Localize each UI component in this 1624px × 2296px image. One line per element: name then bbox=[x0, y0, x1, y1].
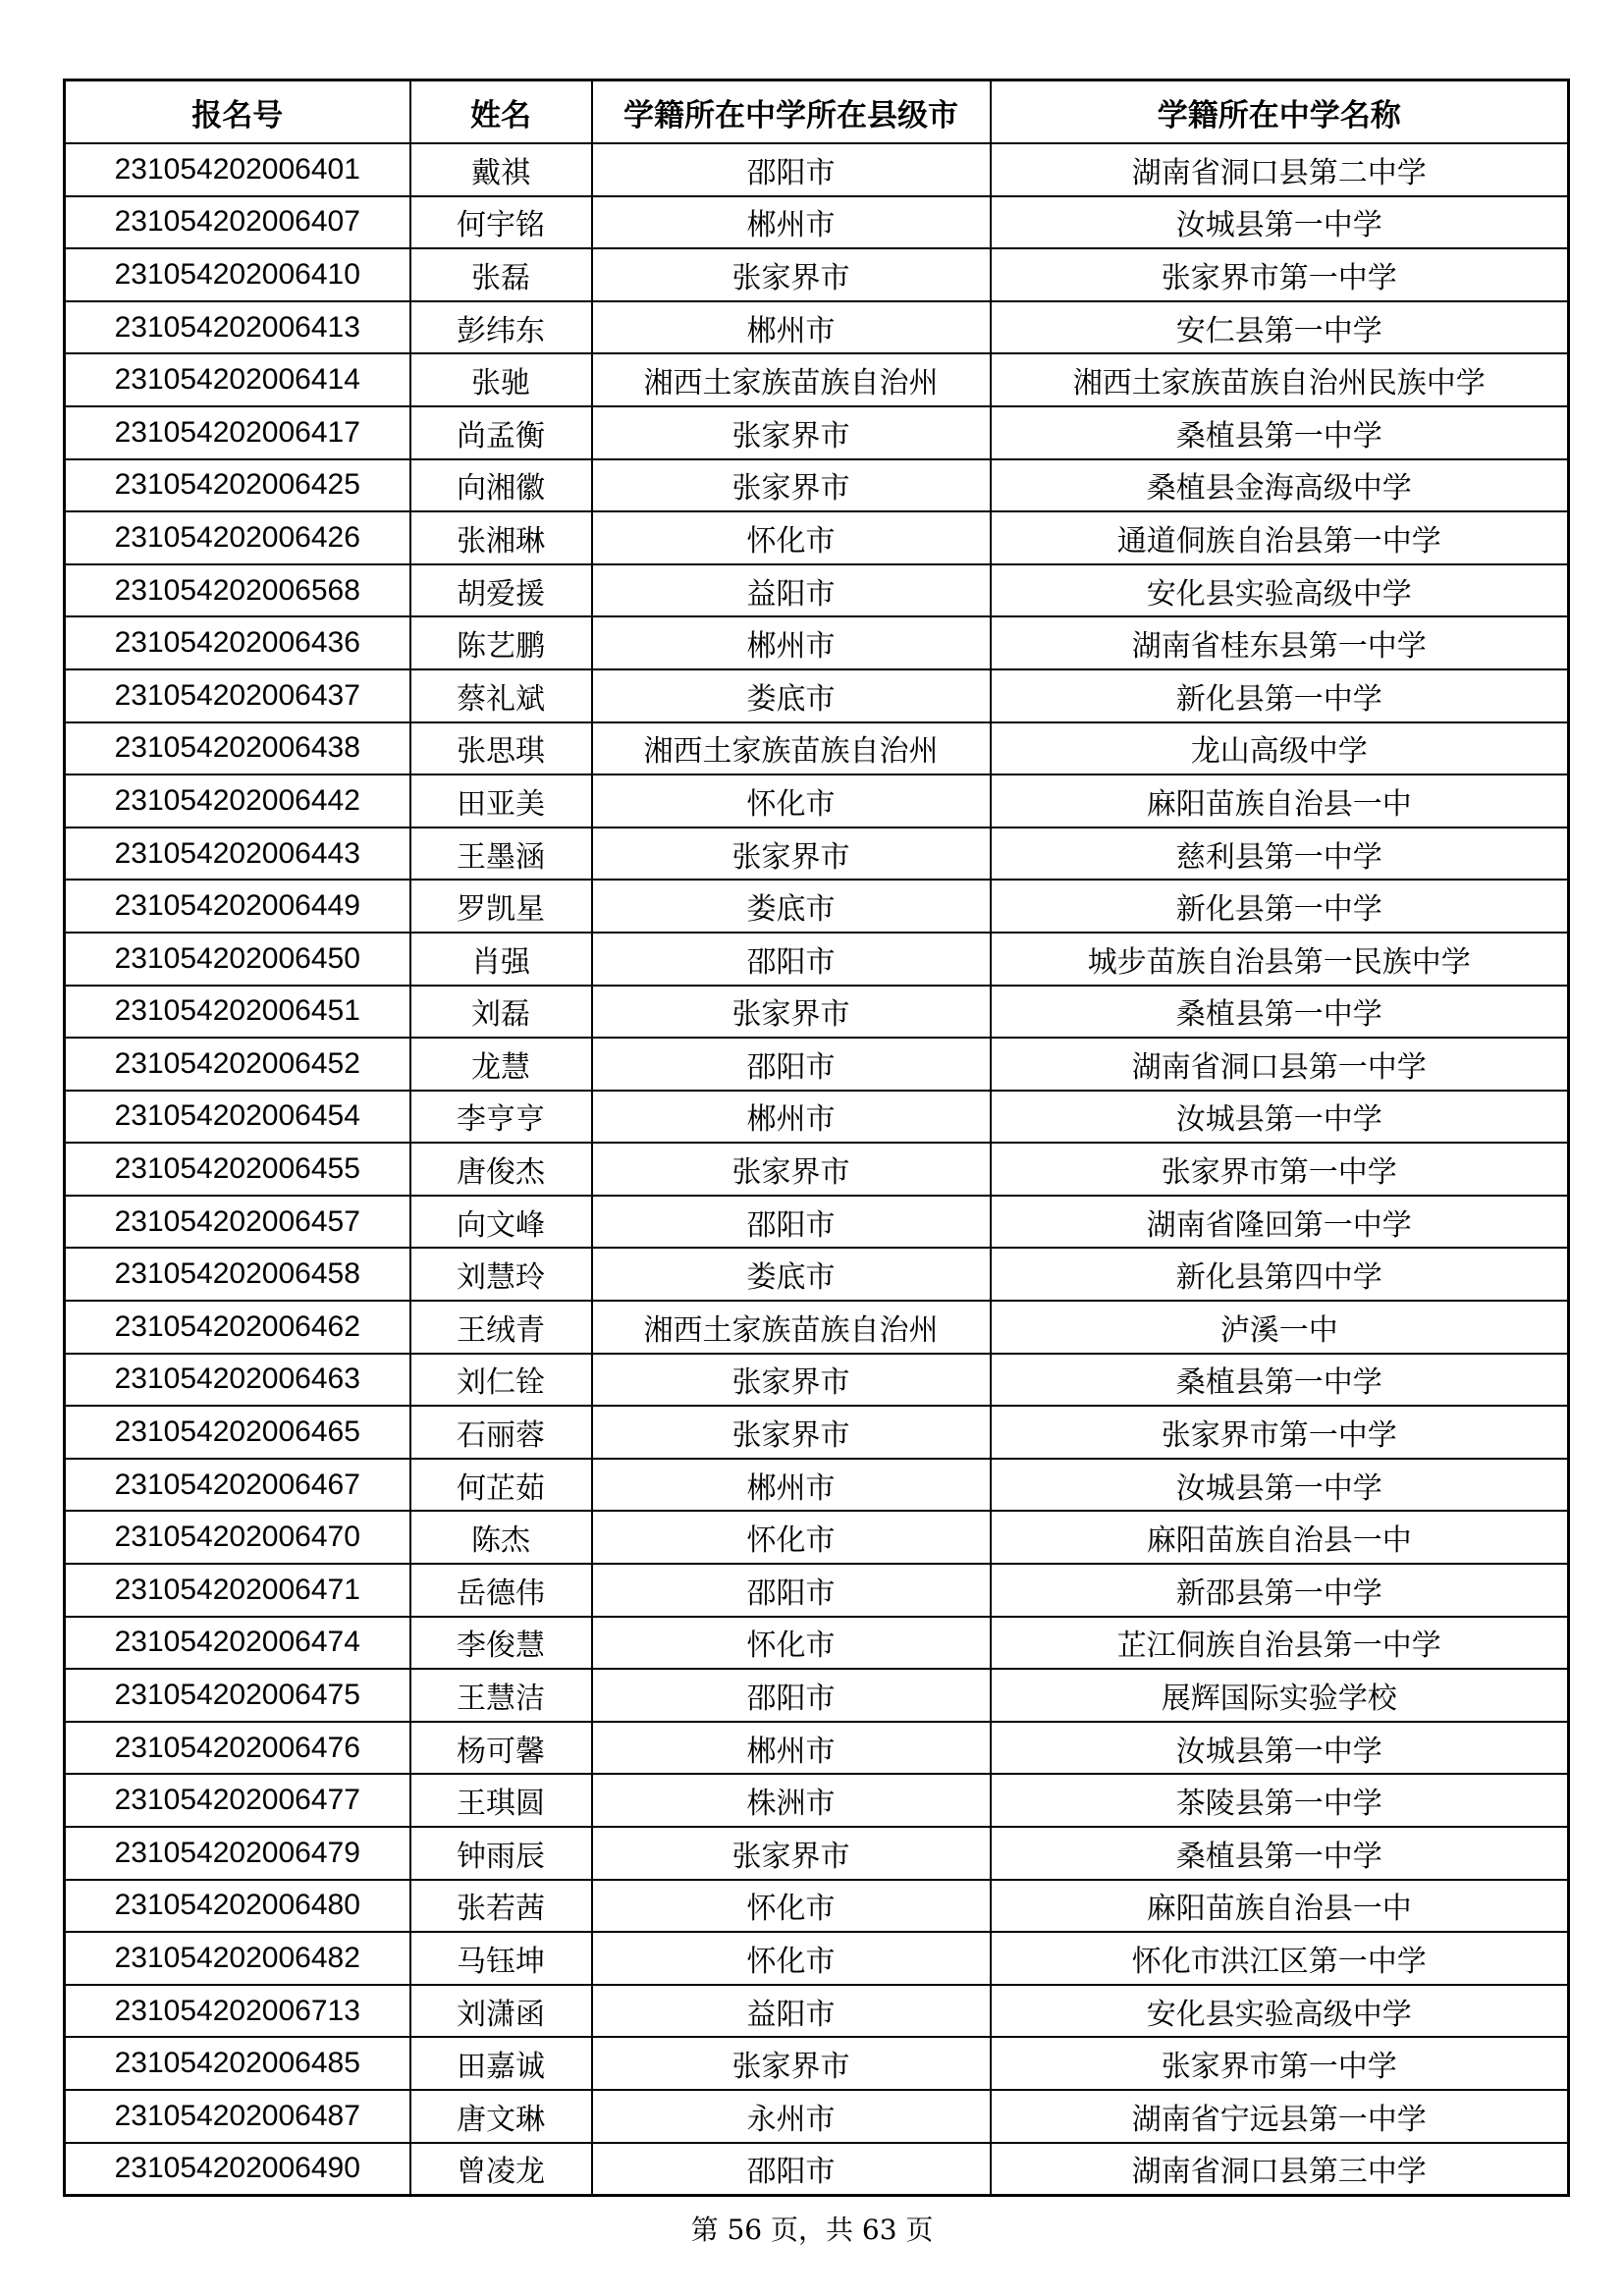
table-row bbox=[65, 986, 1569, 1039]
cell-school-city: 张家界市 bbox=[592, 828, 991, 881]
cell-name: 龙慧 bbox=[410, 1038, 592, 1091]
cell-school-city: 湘西土家族苗族自治州 bbox=[592, 353, 991, 406]
cell-name: 杨可馨 bbox=[410, 1722, 592, 1775]
cell-name: 刘潇函 bbox=[410, 1985, 592, 2038]
cell-school-city: 娄底市 bbox=[592, 880, 991, 933]
cell-registration-number: 231054202006437 bbox=[65, 669, 410, 722]
cell-registration-number: 231054202006443 bbox=[65, 828, 410, 881]
table-row bbox=[65, 1406, 1569, 1459]
cell-name: 石丽蓉 bbox=[410, 1406, 592, 1459]
cell-school-city: 怀化市 bbox=[592, 1932, 991, 1985]
table-row bbox=[65, 722, 1569, 775]
cell-registration-number: 231054202006426 bbox=[65, 511, 410, 564]
table-row bbox=[65, 459, 1569, 512]
cell-school-name: 麻阳苗族自治县一中 bbox=[991, 774, 1569, 828]
cell-school-city: 邵阳市 bbox=[592, 1196, 991, 1249]
cell-school-name: 汝城县第一中学 bbox=[991, 1722, 1569, 1775]
cell-school-city: 张家界市 bbox=[592, 1406, 991, 1459]
cell-registration-number: 231054202006467 bbox=[65, 1459, 410, 1512]
cell-school-city: 湘西土家族苗族自治州 bbox=[592, 722, 991, 775]
cell-registration-number: 231054202006452 bbox=[65, 1038, 410, 1091]
table-row bbox=[65, 564, 1569, 617]
cell-school-name: 湖南省隆回第一中学 bbox=[991, 1196, 1569, 1249]
cell-school-name: 龙山高级中学 bbox=[991, 722, 1569, 775]
cell-school-city: 张家界市 bbox=[592, 459, 991, 512]
cell-name: 张湘琳 bbox=[410, 511, 592, 564]
table-row bbox=[65, 511, 1569, 564]
cell-name: 刘仁铨 bbox=[410, 1354, 592, 1407]
cell-school-name: 安化县实验高级中学 bbox=[991, 564, 1569, 617]
cell-name: 蔡礼斌 bbox=[410, 669, 592, 722]
header-school-city: 学籍所在中学所在县级市 bbox=[592, 80, 991, 144]
cell-school-city: 娄底市 bbox=[592, 669, 991, 722]
cell-name: 李俊慧 bbox=[410, 1617, 592, 1670]
cell-name: 罗凯星 bbox=[410, 880, 592, 933]
header-registration-number: 报名号 bbox=[65, 80, 410, 144]
cell-registration-number: 231054202006401 bbox=[65, 143, 410, 196]
cell-school-city: 怀化市 bbox=[592, 1617, 991, 1670]
cell-registration-number: 231054202006407 bbox=[65, 196, 410, 249]
cell-registration-number: 231054202006476 bbox=[65, 1722, 410, 1775]
table-row bbox=[65, 196, 1569, 249]
cell-registration-number: 231054202006487 bbox=[65, 2090, 410, 2143]
table-row bbox=[65, 1617, 1569, 1670]
cell-school-city: 张家界市 bbox=[592, 2037, 991, 2090]
table-row bbox=[65, 1301, 1569, 1354]
table-row bbox=[65, 353, 1569, 406]
cell-school-name: 张家界市第一中学 bbox=[991, 2037, 1569, 2090]
table-row bbox=[65, 933, 1569, 986]
admission-list-table bbox=[63, 79, 1570, 2197]
table-row bbox=[65, 301, 1569, 354]
table-row bbox=[65, 1091, 1569, 1144]
cell-school-name: 湖南省洞口县第二中学 bbox=[991, 143, 1569, 196]
table-row bbox=[65, 1880, 1569, 1933]
cell-name: 刘慧玲 bbox=[410, 1248, 592, 1301]
table-row bbox=[65, 774, 1569, 828]
cell-registration-number: 231054202006485 bbox=[65, 2037, 410, 2090]
cell-registration-number: 231054202006450 bbox=[65, 933, 410, 986]
cell-school-name: 安化县实验高级中学 bbox=[991, 1985, 1569, 2038]
cell-name: 陈杰 bbox=[410, 1511, 592, 1564]
cell-name: 胡爱援 bbox=[410, 564, 592, 617]
table-row bbox=[65, 616, 1569, 669]
cell-school-name: 安仁县第一中学 bbox=[991, 301, 1569, 354]
cell-school-name: 展辉国际实验学校 bbox=[991, 1669, 1569, 1722]
cell-school-city: 永州市 bbox=[592, 2090, 991, 2143]
cell-school-city: 邵阳市 bbox=[592, 1564, 991, 1617]
cell-registration-number: 231054202006454 bbox=[65, 1091, 410, 1144]
cell-school-name: 张家界市第一中学 bbox=[991, 248, 1569, 301]
cell-registration-number: 231054202006436 bbox=[65, 616, 410, 669]
cell-school-city: 郴州市 bbox=[592, 1722, 991, 1775]
cell-school-name: 桑植县第一中学 bbox=[991, 1354, 1569, 1407]
cell-school-city: 张家界市 bbox=[592, 406, 991, 459]
table-row bbox=[65, 248, 1569, 301]
cell-name: 唐文琳 bbox=[410, 2090, 592, 2143]
table-row bbox=[65, 406, 1569, 459]
cell-school-name: 麻阳苗族自治县一中 bbox=[991, 1880, 1569, 1933]
cell-school-city: 郴州市 bbox=[592, 1459, 991, 1512]
cell-registration-number: 231054202006457 bbox=[65, 1196, 410, 1249]
cell-school-city: 张家界市 bbox=[592, 1827, 991, 1880]
cell-school-city: 湘西土家族苗族自治州 bbox=[592, 1301, 991, 1354]
cell-name: 王绒青 bbox=[410, 1301, 592, 1354]
cell-name: 马钰坤 bbox=[410, 1932, 592, 1985]
cell-school-city: 邵阳市 bbox=[592, 933, 991, 986]
cell-school-name: 新化县第一中学 bbox=[991, 880, 1569, 933]
table-row bbox=[65, 1827, 1569, 1880]
cell-registration-number: 231054202006410 bbox=[65, 248, 410, 301]
cell-school-name: 芷江侗族自治县第一中学 bbox=[991, 1617, 1569, 1670]
table-row bbox=[65, 1511, 1569, 1564]
cell-school-name: 湘西土家族苗族自治州民族中学 bbox=[991, 353, 1569, 406]
cell-registration-number: 231054202006455 bbox=[65, 1143, 410, 1196]
cell-name: 张思琪 bbox=[410, 722, 592, 775]
cell-school-city: 邵阳市 bbox=[592, 143, 991, 196]
cell-registration-number: 231054202006470 bbox=[65, 1511, 410, 1564]
cell-school-name: 汝城县第一中学 bbox=[991, 196, 1569, 249]
cell-name: 戴祺 bbox=[410, 143, 592, 196]
cell-registration-number: 231054202006414 bbox=[65, 353, 410, 406]
cell-name: 何宇铭 bbox=[410, 196, 592, 249]
cell-name: 钟雨辰 bbox=[410, 1827, 592, 1880]
cell-name: 王墨涵 bbox=[410, 828, 592, 881]
cell-school-name: 新邵县第一中学 bbox=[991, 1564, 1569, 1617]
cell-school-city: 郴州市 bbox=[592, 301, 991, 354]
cell-registration-number: 231054202006713 bbox=[65, 1985, 410, 2038]
cell-school-name: 新化县第一中学 bbox=[991, 669, 1569, 722]
table-row bbox=[65, 828, 1569, 881]
table-row bbox=[65, 1564, 1569, 1617]
cell-registration-number: 231054202006425 bbox=[65, 459, 410, 512]
cell-school-name: 湖南省洞口县第三中学 bbox=[991, 2143, 1569, 2196]
cell-name: 刘磊 bbox=[410, 986, 592, 1039]
table-row bbox=[65, 2090, 1569, 2143]
cell-school-city: 益阳市 bbox=[592, 564, 991, 617]
cell-school-name: 怀化市洪江区第一中学 bbox=[991, 1932, 1569, 1985]
cell-registration-number: 231054202006463 bbox=[65, 1354, 410, 1407]
cell-school-city: 益阳市 bbox=[592, 1985, 991, 2038]
cell-school-city: 郴州市 bbox=[592, 1091, 991, 1144]
cell-school-name: 汝城县第一中学 bbox=[991, 1091, 1569, 1144]
cell-name: 曾凌龙 bbox=[410, 2143, 592, 2196]
cell-school-name: 桑植县第一中学 bbox=[991, 986, 1569, 1039]
cell-registration-number: 231054202006474 bbox=[65, 1617, 410, 1670]
cell-registration-number: 231054202006413 bbox=[65, 301, 410, 354]
cell-school-name: 桑植县第一中学 bbox=[991, 1827, 1569, 1880]
table-row bbox=[65, 1143, 1569, 1196]
page-footer: 第 56 页，共 63 页 bbox=[690, 2214, 934, 2246]
cell-name: 何芷茹 bbox=[410, 1459, 592, 1512]
cell-school-city: 株洲市 bbox=[592, 1774, 991, 1827]
table-row bbox=[65, 1985, 1569, 2038]
cell-name: 田嘉诚 bbox=[410, 2037, 592, 2090]
cell-school-name: 茶陵县第一中学 bbox=[991, 1774, 1569, 1827]
cell-school-city: 怀化市 bbox=[592, 511, 991, 564]
table-row bbox=[65, 669, 1569, 722]
table-row bbox=[65, 1248, 1569, 1301]
cell-name: 唐俊杰 bbox=[410, 1143, 592, 1196]
cell-registration-number: 231054202006490 bbox=[65, 2143, 410, 2196]
cell-school-name: 桑植县第一中学 bbox=[991, 406, 1569, 459]
cell-registration-number: 231054202006479 bbox=[65, 1827, 410, 1880]
cell-school-city: 邵阳市 bbox=[592, 1669, 991, 1722]
cell-name: 李亨亨 bbox=[410, 1091, 592, 1144]
cell-registration-number: 231054202006465 bbox=[65, 1406, 410, 1459]
cell-school-city: 怀化市 bbox=[592, 774, 991, 828]
table-row bbox=[65, 880, 1569, 933]
cell-school-name: 城步苗族自治县第一民族中学 bbox=[991, 933, 1569, 986]
table-row bbox=[65, 1669, 1569, 1722]
cell-school-name: 湖南省洞口县第一中学 bbox=[991, 1038, 1569, 1091]
cell-registration-number: 231054202006482 bbox=[65, 1932, 410, 1985]
cell-registration-number: 231054202006449 bbox=[65, 880, 410, 933]
header-school-name: 学籍所在中学名称 bbox=[991, 80, 1569, 144]
cell-registration-number: 231054202006480 bbox=[65, 1880, 410, 1933]
cell-registration-number: 231054202006475 bbox=[65, 1669, 410, 1722]
cell-school-name: 通道侗族自治县第一中学 bbox=[991, 511, 1569, 564]
cell-registration-number: 231054202006477 bbox=[65, 1774, 410, 1827]
cell-registration-number: 231054202006568 bbox=[65, 564, 410, 617]
table-header-row bbox=[65, 80, 1569, 144]
cell-registration-number: 231054202006471 bbox=[65, 1564, 410, 1617]
cell-registration-number: 231054202006462 bbox=[65, 1301, 410, 1354]
cell-name: 肖强 bbox=[410, 933, 592, 986]
cell-registration-number: 231054202006438 bbox=[65, 722, 410, 775]
cell-school-city: 娄底市 bbox=[592, 1248, 991, 1301]
cell-school-name: 桑植县金海高级中学 bbox=[991, 459, 1569, 512]
cell-name: 张驰 bbox=[410, 353, 592, 406]
table-row bbox=[65, 1932, 1569, 1985]
cell-school-city: 怀化市 bbox=[592, 1880, 991, 1933]
cell-name: 王慧洁 bbox=[410, 1669, 592, 1722]
header-name: 姓名 bbox=[410, 80, 592, 144]
cell-registration-number: 231054202006442 bbox=[65, 774, 410, 828]
cell-school-city: 张家界市 bbox=[592, 1143, 991, 1196]
cell-name: 岳德伟 bbox=[410, 1564, 592, 1617]
table-row bbox=[65, 2037, 1569, 2090]
cell-name: 向湘徽 bbox=[410, 459, 592, 512]
cell-registration-number: 231054202006451 bbox=[65, 986, 410, 1039]
table-row bbox=[65, 1038, 1569, 1091]
cell-school-city: 张家界市 bbox=[592, 1354, 991, 1407]
cell-name: 张磊 bbox=[410, 248, 592, 301]
table-row bbox=[65, 143, 1569, 196]
cell-school-city: 邵阳市 bbox=[592, 2143, 991, 2196]
cell-school-city: 郴州市 bbox=[592, 196, 991, 249]
cell-school-name: 张家界市第一中学 bbox=[991, 1406, 1569, 1459]
cell-school-city: 郴州市 bbox=[592, 616, 991, 669]
cell-registration-number: 231054202006417 bbox=[65, 406, 410, 459]
cell-name: 彭纬东 bbox=[410, 301, 592, 354]
table-row bbox=[65, 1354, 1569, 1407]
cell-school-city: 邵阳市 bbox=[592, 1038, 991, 1091]
table-row bbox=[65, 2143, 1569, 2196]
cell-name: 尚孟衡 bbox=[410, 406, 592, 459]
cell-name: 田亚美 bbox=[410, 774, 592, 828]
cell-name: 张若茜 bbox=[410, 1880, 592, 1933]
cell-name: 王琪圆 bbox=[410, 1774, 592, 1827]
table-row bbox=[65, 1196, 1569, 1249]
table-row bbox=[65, 1459, 1569, 1512]
cell-registration-number: 231054202006458 bbox=[65, 1248, 410, 1301]
cell-school-city: 怀化市 bbox=[592, 1511, 991, 1564]
cell-school-name: 湖南省桂东县第一中学 bbox=[991, 616, 1569, 669]
cell-school-name: 麻阳苗族自治县一中 bbox=[991, 1511, 1569, 1564]
cell-school-city: 张家界市 bbox=[592, 248, 991, 301]
table-row bbox=[65, 1722, 1569, 1775]
cell-school-name: 张家界市第一中学 bbox=[991, 1143, 1569, 1196]
table-row bbox=[65, 1774, 1569, 1827]
cell-school-name: 湖南省宁远县第一中学 bbox=[991, 2090, 1569, 2143]
cell-name: 向文峰 bbox=[410, 1196, 592, 1249]
cell-school-name: 泸溪一中 bbox=[991, 1301, 1569, 1354]
cell-school-name: 汝城县第一中学 bbox=[991, 1459, 1569, 1512]
cell-school-name: 新化县第四中学 bbox=[991, 1248, 1569, 1301]
cell-school-city: 张家界市 bbox=[592, 986, 991, 1039]
cell-name: 陈艺鹏 bbox=[410, 616, 592, 669]
cell-school-name: 慈利县第一中学 bbox=[991, 828, 1569, 881]
